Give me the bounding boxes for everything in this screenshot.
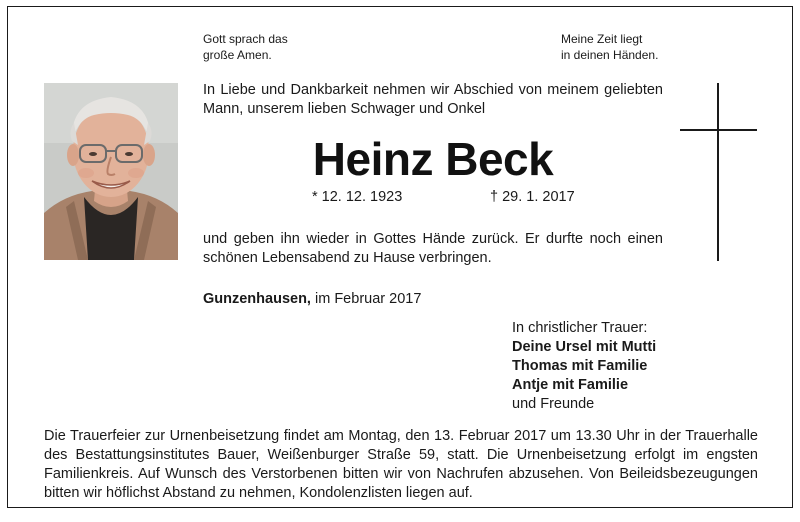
- death-date: † 29. 1. 2017: [490, 189, 575, 205]
- quote-left-line1: Gott sprach das: [203, 32, 288, 46]
- quote-right-line1: Meine Zeit liegt: [561, 32, 643, 46]
- cross-icon: [717, 83, 719, 261]
- mourners-heading: In christlicher Trauer:: [512, 320, 648, 336]
- ceremony-text: Die Trauerfeier zur Urnenbeisetzung findet am Montag, den 13. Februar 2017 um 13.30 Uhr in der Trauerhalle des Bestattungsinstitutes Bauer, Weißenburger Straße 59, statt. Die Urnenbeisetzung erfolgt im engsten Familienkreis. Auf Wunsch des Verstorbenen bitten wir von Nachrufen abzusehen. Von Beileidsbezeugungen bitten wir höflichst Abstand zu nehmen, Kondolenzlisten liegen auf.: [44, 428, 758, 501]
- cross-icon-crossbar: [680, 129, 757, 131]
- quote-right-line2: in deinen Händen.: [561, 48, 659, 62]
- mourner-name: Antje mit Familie: [512, 377, 629, 393]
- mourner-name: Thomas mit Familie: [512, 358, 648, 374]
- obituary-notice: [7, 6, 793, 508]
- place-and-date: [203, 290, 421, 309]
- portrait-photo: [44, 83, 178, 260]
- intro-text: In Liebe und Dankbarkeit nehmen wir Abschied von meinem geliebten Mann, unserem lieben Schwager und Onkel: [203, 82, 663, 117]
- portrait-image: [44, 83, 178, 260]
- quote-left-line2: große Amen.: [203, 48, 272, 62]
- outro-text: und geben ihn wieder in Gottes Hände zurück. Er durfte noch einen schönen Lebensabend zu Hause verbringen.: [203, 231, 663, 266]
- deceased-name: Heinz Beck: [312, 133, 554, 185]
- quote-right: [561, 31, 658, 63]
- birth-date: * 12. 12. 1923: [312, 189, 403, 205]
- mourners-block: [512, 319, 656, 414]
- mourners-closing: und Freunde: [512, 396, 595, 412]
- quote-left: [203, 31, 288, 63]
- place-city: Gunzenhausen,: [203, 291, 311, 307]
- place-date: im Februar 2017: [315, 291, 422, 307]
- mourner-name: Deine Ursel mit Mutti: [512, 339, 657, 355]
